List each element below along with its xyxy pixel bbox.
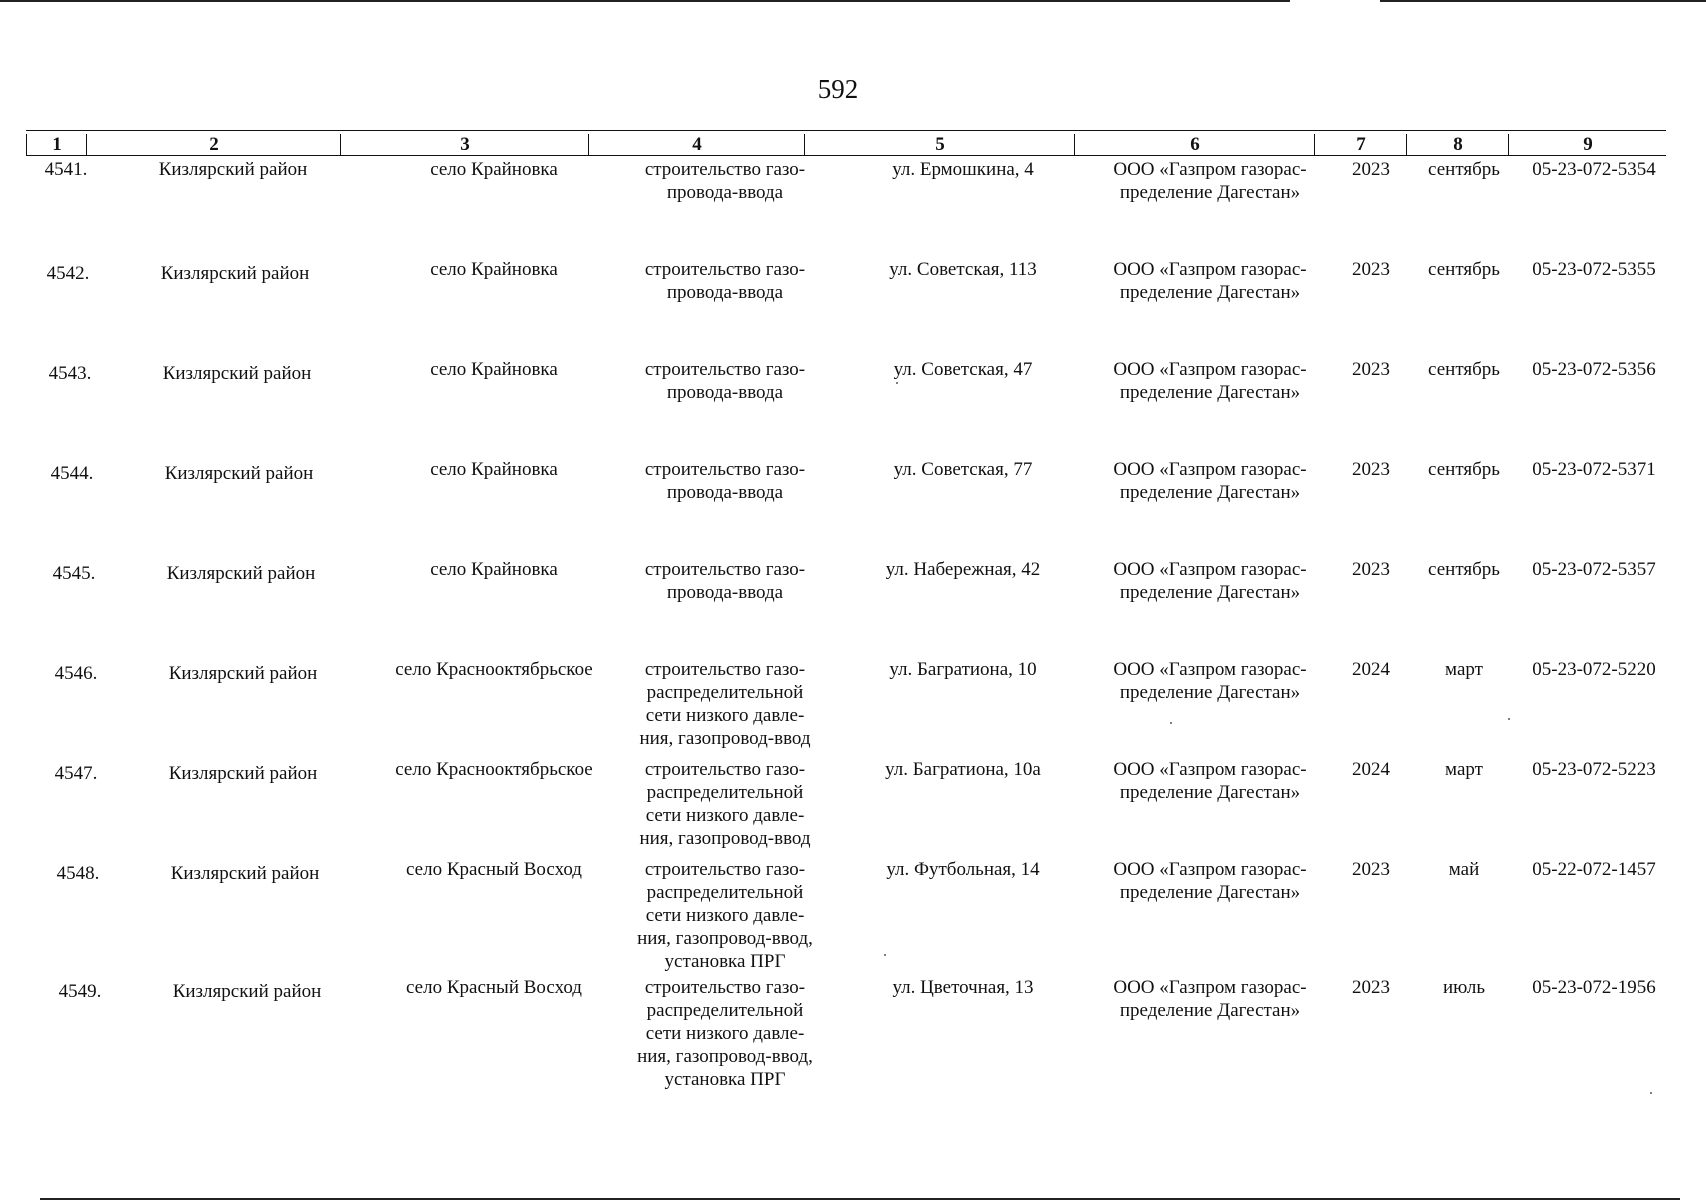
row-district: Кизлярский район — [166, 563, 316, 584]
row-address: ул. Багратиона, 10 — [889, 659, 1037, 680]
row-code: 05-23-072-5223 — [1532, 759, 1656, 780]
row-district: Кизлярский район — [170, 863, 320, 884]
row-code: 05-22-072-1457 — [1532, 859, 1656, 880]
row-work-description-line: сети низкого давле- — [645, 705, 805, 726]
row-district: Кизлярский район — [168, 763, 318, 784]
row-number: 4542. — [46, 263, 90, 284]
row-year: 2024 — [1352, 659, 1390, 680]
row-organization-line: ООО «Газпром газорас- — [1113, 759, 1307, 780]
row-district: Кизлярский район — [168, 663, 318, 684]
row-work-description-line: ния, газопровод-ввод — [639, 828, 811, 849]
row-work-description — [612, 758, 838, 850]
row-settlement: село Крайновка — [430, 259, 558, 280]
row-code: 05-23-072-5356 — [1532, 359, 1656, 380]
row-month: сентябрь — [1428, 159, 1500, 180]
row-organization-line: пределение Дагестан» — [1119, 482, 1301, 503]
row-work-description-line: строительство газо- — [644, 859, 806, 880]
row-organization-line: ООО «Газпром газорас- — [1113, 259, 1307, 280]
header-col-5: 5 — [804, 134, 1075, 155]
row-code: 05-23-072-5371 — [1532, 459, 1656, 480]
row-month: сентябрь — [1428, 359, 1500, 380]
row-organization-line: пределение Дагестан» — [1119, 782, 1301, 803]
row-organization — [1084, 558, 1336, 604]
row-address: ул. Багратиона, 10а — [885, 759, 1041, 780]
header-col-4: 4 — [588, 134, 805, 155]
row-organization — [1084, 976, 1336, 1022]
row-work-description-line: ния, газопровод-ввод — [639, 728, 811, 749]
row-month: март — [1445, 659, 1483, 680]
row-address: ул. Цветочная, 13 — [892, 977, 1034, 998]
row-month: сентябрь — [1428, 259, 1500, 280]
table-top-rule — [26, 130, 1666, 131]
row-work-description-line: строительство газо- — [644, 659, 806, 680]
row-organization-line: пределение Дагестан» — [1119, 582, 1301, 603]
row-work-description — [612, 976, 838, 1091]
row-work-description — [612, 258, 838, 304]
row-organization — [1084, 658, 1336, 704]
row-code: 05-23-072-5354 — [1532, 159, 1656, 180]
row-number: 4547. — [54, 763, 98, 784]
row-month: март — [1445, 759, 1483, 780]
table-header-row — [26, 134, 1666, 156]
row-organization-line: пределение Дагестан» — [1119, 882, 1301, 903]
row-district: Кизлярский район — [164, 463, 314, 484]
row-work-description — [612, 558, 838, 604]
row-work-description-line: строительство газо- — [644, 459, 806, 480]
header-col-8: 8 — [1406, 134, 1509, 155]
row-work-description — [612, 658, 838, 750]
row-organization — [1084, 358, 1336, 404]
row-address: ул. Советская, 77 — [893, 459, 1033, 480]
row-work-description-line: установка ПРГ — [664, 951, 786, 972]
row-work-description — [612, 358, 838, 404]
top-edge-line-right — [1380, 0, 1706, 2]
row-work-description-line: сети низкого давле- — [645, 1023, 805, 1044]
row-settlement: село Крайновка — [430, 359, 558, 380]
row-work-description-line: строительство газо- — [644, 977, 806, 998]
row-district: Кизлярский район — [162, 363, 312, 384]
row-organization-line: пределение Дагестан» — [1119, 182, 1301, 203]
row-work-description-line: ния, газопровод-ввод, — [637, 1046, 813, 1067]
row-year: 2023 — [1352, 559, 1390, 580]
row-year: 2023 — [1352, 859, 1390, 880]
row-work-description — [612, 458, 838, 504]
row-organization-line: ООО «Газпром газорас- — [1113, 459, 1307, 480]
row-code: 05-23-072-5357 — [1532, 559, 1656, 580]
top-edge-line-left — [0, 0, 1290, 2]
header-col-7: 7 — [1314, 134, 1407, 155]
row-year: 2023 — [1352, 159, 1390, 180]
row-year: 2023 — [1352, 977, 1390, 998]
row-year: 2023 — [1352, 459, 1390, 480]
row-number: 4544. — [50, 463, 94, 484]
row-number: 4545. — [52, 563, 96, 584]
row-organization — [1084, 758, 1336, 804]
row-settlement: село Крайновка — [430, 159, 558, 180]
row-address: ул. Набережная, 42 — [885, 559, 1041, 580]
row-settlement: село Крайновка — [430, 559, 558, 580]
row-organization-line: ООО «Газпром газорас- — [1113, 659, 1307, 680]
row-organization — [1084, 258, 1336, 304]
header-col-6: 6 — [1074, 134, 1315, 155]
row-work-description-line: провода-ввода — [666, 582, 784, 603]
row-organization-line: ООО «Газпром газорас- — [1113, 859, 1307, 880]
row-code: 05-23-072-5355 — [1532, 259, 1656, 280]
row-organization-line: пределение Дагестан» — [1119, 682, 1301, 703]
row-number: 4548. — [56, 863, 100, 884]
row-month: май — [1448, 859, 1480, 880]
row-organization-line: пределение Дагестан» — [1119, 1000, 1301, 1021]
row-address: ул. Ермошкина, 4 — [892, 159, 1034, 180]
scan-speck — [896, 382, 898, 384]
row-work-description-line: строительство газо- — [644, 159, 806, 180]
row-code: 05-23-072-5220 — [1532, 659, 1656, 680]
row-organization-line: ООО «Газпром газорас- — [1113, 359, 1307, 380]
row-settlement: село Краснооктябрьское — [395, 759, 593, 780]
row-work-description-line: провода-ввода — [666, 482, 784, 503]
scan-speck — [884, 954, 886, 956]
row-address: ул. Советская, 113 — [889, 259, 1037, 280]
row-year: 2023 — [1352, 259, 1390, 280]
row-work-description-line: распределительной — [646, 782, 804, 803]
row-district: Кизлярский район — [158, 159, 308, 180]
row-organization — [1084, 858, 1336, 904]
row-number: 4543. — [48, 363, 92, 384]
row-month: сентябрь — [1428, 559, 1500, 580]
row-organization-line: ООО «Газпром газорас- — [1113, 559, 1307, 580]
row-settlement: село Крайновка — [430, 459, 558, 480]
row-organization — [1084, 158, 1336, 204]
row-district: Кизлярский район — [160, 263, 310, 284]
row-settlement: село Красный Восход — [406, 977, 582, 998]
row-work-description-line: строительство газо- — [644, 559, 806, 580]
row-organization-line: ООО «Газпром газорас- — [1113, 977, 1307, 998]
row-code: 05-23-072-1956 — [1532, 977, 1656, 998]
scan-speck — [1170, 722, 1172, 724]
row-address: ул. Советская, 47 — [893, 359, 1033, 380]
row-work-description-line: сети низкого давле- — [645, 805, 805, 826]
row-settlement: село Краснооктябрьское — [395, 659, 593, 680]
row-organization-line: пределение Дагестан» — [1119, 382, 1301, 403]
scan-speck — [1650, 1092, 1652, 1094]
row-district: Кизлярский район — [172, 981, 322, 1002]
row-work-description-line: провода-ввода — [666, 182, 784, 203]
row-year: 2023 — [1352, 359, 1390, 380]
row-work-description-line: установка ПРГ — [664, 1069, 786, 1090]
row-organization — [1084, 458, 1336, 504]
row-work-description-line: распределительной — [646, 882, 804, 903]
header-col-2: 2 — [86, 134, 341, 155]
scan-speck — [1508, 718, 1510, 720]
header-col-3: 3 — [340, 134, 589, 155]
header-col-9: 9 — [1508, 134, 1667, 155]
row-work-description — [612, 158, 838, 204]
row-work-description-line: распределительной — [646, 682, 804, 703]
row-month: сентябрь — [1428, 459, 1500, 480]
row-settlement: село Красный Восход — [406, 859, 582, 880]
row-number: 4546. — [54, 663, 98, 684]
row-work-description-line: провода-ввода — [666, 382, 784, 403]
row-year: 2024 — [1352, 759, 1390, 780]
row-work-description-line: ния, газопровод-ввод, — [637, 928, 813, 949]
row-number: 4549. — [58, 981, 102, 1002]
header-col-1: 1 — [26, 134, 87, 155]
row-work-description-line: строительство газо- — [644, 359, 806, 380]
row-work-description-line: строительство газо- — [644, 259, 806, 280]
row-work-description-line: сети низкого давле- — [645, 905, 805, 926]
row-work-description — [612, 858, 838, 973]
row-month: июль — [1442, 977, 1486, 998]
row-work-description-line: строительство газо- — [644, 759, 806, 780]
row-work-description-line: провода-ввода — [666, 282, 784, 303]
row-organization-line: пределение Дагестан» — [1119, 282, 1301, 303]
page-number: 592 — [817, 74, 859, 104]
row-number: 4541. — [44, 159, 88, 180]
row-address: ул. Футбольная, 14 — [886, 859, 1040, 880]
row-work-description-line: распределительной — [646, 1000, 804, 1021]
row-organization-line: ООО «Газпром газорас- — [1113, 159, 1307, 180]
